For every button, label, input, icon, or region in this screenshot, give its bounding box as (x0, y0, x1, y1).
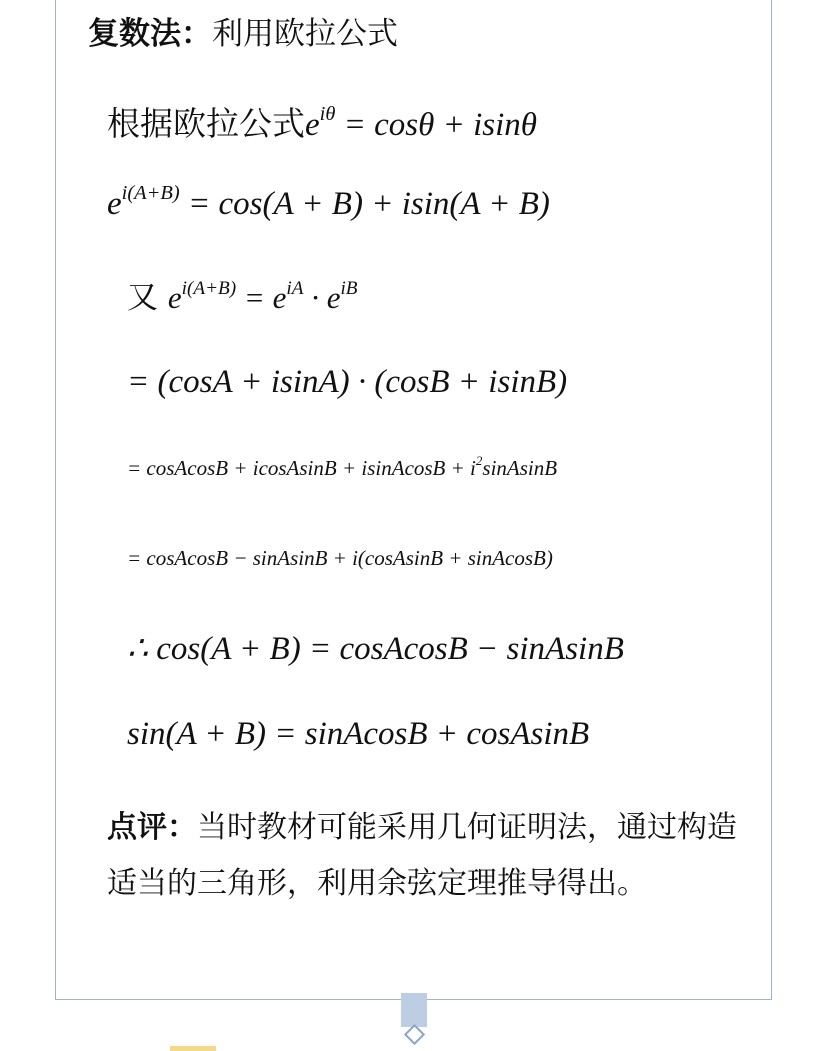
formula-regroup: = cosAcosB − sinAsinB + i(cosAsinB + sinAcosB) (127, 546, 553, 570)
formula-rhs: = cosθ + isinθ (335, 107, 538, 143)
formula-exp-sum (107, 181, 550, 223)
formula-sin-result: sin(A + B) = sinAcosB + cosAsinB (127, 716, 590, 752)
formula-exponent: iθ (319, 102, 336, 125)
formula-base: e (305, 107, 320, 143)
formula-base: e (107, 186, 122, 222)
formula-base: e (167, 280, 182, 315)
formula-mid: = e (236, 280, 287, 315)
comment-label: 点评： (107, 810, 197, 845)
formula-post: sinAsinB (482, 456, 558, 480)
diamond-handle-icon[interactable] (404, 1024, 425, 1045)
heading-text: 利用欧拉公式 (212, 16, 398, 52)
heading-bold: 复数法： (88, 16, 212, 52)
highlight-bar (170, 1046, 216, 1051)
formula-exponent: 2 (475, 453, 483, 469)
formula-pre: = cosAcosB + icosAsinB + isinAcosB + i (127, 456, 476, 480)
section-heading (88, 12, 398, 56)
formula-multiply (127, 453, 558, 481)
formula-dot: · e (303, 280, 341, 315)
formula-euler (107, 98, 537, 145)
formula-expand: = (cosA + isinA) · (cosB + isinB) (127, 364, 568, 400)
formula-exponent-a: iA (286, 277, 304, 299)
formula-exponent-b: iB (340, 277, 358, 299)
resize-handle[interactable] (401, 993, 427, 1027)
formula-cos-result: ∴ cos(A + B) = cosAcosB − sinAsinB (127, 631, 624, 667)
comment-text: 当时教材可能采用几何证明法，通过构造适当的三角形，利用余弦定理推导得出。 (107, 810, 737, 901)
formula-prefix: 又 (127, 280, 168, 316)
formula-exponent: i(A+B) (121, 181, 180, 204)
formula-rhs: = cos(A + B) + isin(A + B) (179, 186, 550, 222)
formula-product (127, 272, 358, 317)
comment-paragraph (107, 800, 737, 912)
formula-exponent: i(A+B) (181, 277, 237, 299)
formula-prefix: 根据欧拉公式 (107, 104, 305, 143)
